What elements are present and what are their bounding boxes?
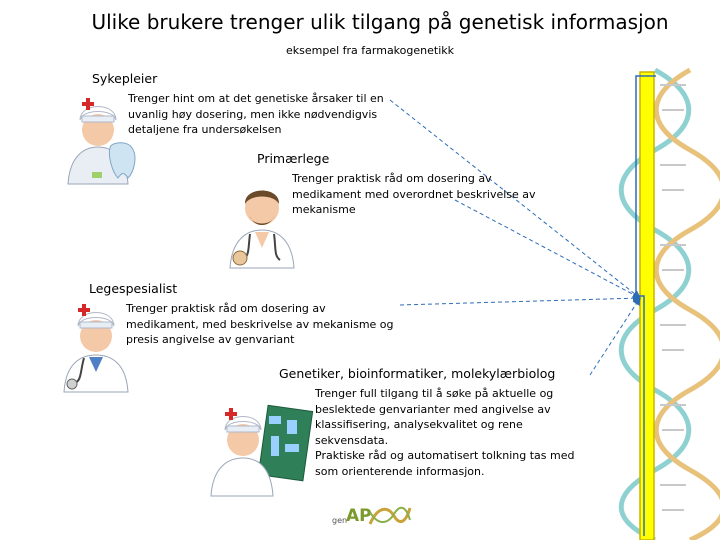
- genap-logo-small: gen: [332, 516, 348, 525]
- nurse-with-tooth-icon: [58, 92, 138, 187]
- role-description-geneticist: Trenger full tilgang til å søke på aktuelle og beslektede genvarianter med angivelse av klassifisering, analysekvalitet og rene sekvensdata. Praktiske råd og automatisert tolkning tas med som orienterende informasjon.: [315, 387, 575, 478]
- page-title: Ulike brukere trenger ulik tilgang på genetisk informasjon: [91, 10, 669, 34]
- geneticist-with-circuit-board-icon: [205, 388, 315, 498]
- genap-logo: [332, 500, 412, 532]
- role-name-gp: Primærlege: [257, 151, 330, 166]
- page-subtitle: eksempel fra farmakogenetikk: [286, 44, 454, 57]
- specialist-doctor-icon: [56, 300, 136, 395]
- genap-logo-large: AP: [346, 506, 372, 526]
- role-description-nurse: Trenger hint om at det genetiske årsaker til en uvanlig høy dosering, men ikke nødvendigvis detaljene fra undersøkelsen: [128, 92, 384, 136]
- connector-lines: [390, 100, 640, 375]
- role-name-specialist: Legespesialist: [89, 281, 178, 296]
- doctor-with-stethoscope-icon: [222, 168, 302, 273]
- role-description-specialist: Trenger praktisk råd om dosering av medikament, med beskrivelse av mekanisme og presis angivelse av genvariant: [126, 302, 394, 346]
- genap-logo-icon: [368, 502, 412, 528]
- role-name-nurse: Sykepleier: [92, 71, 158, 86]
- info-bar: [640, 72, 654, 540]
- role-description-gp: Trenger praktisk råd om dosering av medikament med overordnet beskrivelse av mekanisme: [292, 172, 536, 216]
- role-name-geneticist: Genetiker, bioinformatiker, molekylærbiolog: [279, 366, 556, 381]
